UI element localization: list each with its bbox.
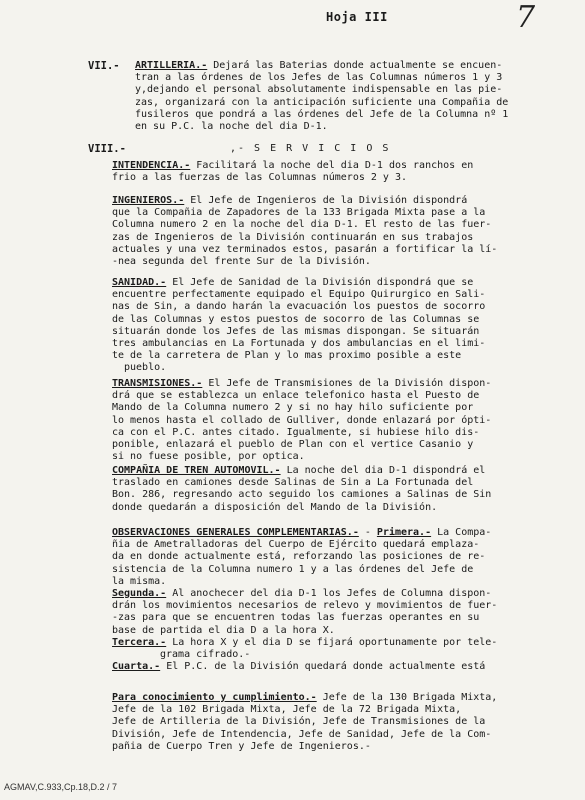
text-line: zas de Ingenieros de la División continuarán en sus trabajos xyxy=(112,231,474,243)
archive-reference: AGMAV,C.933,Cp.18,D.2 / 7 xyxy=(4,782,118,792)
text-line: situarán donde los Jefes de las mismas dispongan. Se situarán xyxy=(112,325,480,337)
text-line: traslado en camiones desde Salinas de Sin a La Fortunada del xyxy=(112,477,474,489)
text-line: lo menos hasta el collado de Gulliver, donde enlazará por ópti- xyxy=(112,414,492,426)
text-line: Jefe de Artilleria de la División, Jefe de Transmisiones de la xyxy=(112,716,486,728)
intendencia-paragraph: INTENDENCIA.- Facilitará la noche del dia D-1 dos ranchos en frio a las fuerzas de las Columnas números 2 y 3. xyxy=(112,160,474,184)
text-line: si no fuese posible, por optica. xyxy=(112,451,305,463)
observaciones-paragraph: OBSERVACIONES GENERALES COMPLEMENTARIAS.- - Primera.- La Compa- ñia de Ametralladoras del Cuerpo de Ejército quedará emplaza- da en donde actualmente está, reforzando las posiciones de re- sistencia de la Columna numero 1 y a las órdenes del Jefe de la misma. Segunda.- Al anochecer del dia D-1 los Jefes de Columna dispon- drán los movimientos necesarios de relevo y movimientos de fuer- -zas para que se encuentren todas las fuerzas operantes en su base de partida el dia D a la hora X. Tercera.- La hora X y el dia D se fijará oportunamente por tele- grama cifrado.- Cuarta.- El P.C. de la División quedará donde actualmente está xyxy=(112,527,498,673)
text-line: División, Jefe de Intendencia, Jefe de Sanidad, Jefe de la Com- xyxy=(112,728,492,740)
tercera-label: Tercera.- xyxy=(112,636,167,648)
transmisiones-paragraph: TRANSMISIONES.- El Jefe de Transmisiones de la División dispon- drá que se establezca un enlace telefonico hasta el Puesto de Mando de la Columna numero 2 y si no hay hilo suficiente por lo menos hasta el collado de Gulliver, donde enlazará por ópti- ca con el P.C. antes citado. Igualmente, si hubiese hilo dis- ponible, enlazará el pueblo de Plan con el vertice Casanio y si no fuese posible, por optica. xyxy=(112,378,492,463)
text-line: te de la carretera de Plan y lo mas proximo posible a este xyxy=(112,350,462,362)
text-line: que la Compañia de Zapadores de la 133 Brigada Mixta pase a la xyxy=(112,207,486,219)
text-line: tres ambulancias en La Fortunada y dos ambulancias en el limi- xyxy=(112,338,486,350)
folio-number: 7 xyxy=(516,0,536,35)
text-line: de las Columnas y estos puestos de socorro de las Columnas se xyxy=(112,313,480,325)
sheet-label: Hoja III xyxy=(326,10,388,24)
text-line: ñia de Ametralladoras del Cuerpo de Ejército quedará emplaza- xyxy=(112,539,480,551)
text-line: donde quedarán a disposición del Mando de la División. xyxy=(112,501,438,513)
text-line: pueblo. xyxy=(124,362,167,374)
segunda-label: Segunda.- xyxy=(112,588,167,600)
text-line: la misma. xyxy=(112,575,167,587)
text-line: Jefe de la 102 Brigada Mixta, Jefe de la 72 Brigada Mixta, xyxy=(112,704,462,716)
text-line: frio a las fuerzas de las Columnas números 2 y 3. xyxy=(112,172,408,184)
text-line: y,dejando el personal absolutamente indispensable en las pie- xyxy=(135,84,503,96)
section-8-title: ,- S E R V I C I O S xyxy=(230,143,391,154)
section-8-number: VIII.- xyxy=(88,143,126,155)
section-7-first-line: ARTILLERIA.- Dejará las Baterias donde actualmente se encuen- xyxy=(135,60,503,71)
section-7-heading: ARTILLERIA.- xyxy=(135,60,208,71)
text-line: Columna numero 2 en la noche del dia D-1. El resto de las fuer- xyxy=(112,219,492,231)
text-line: ponible, enlazará el pueblo de Plan con el vertice Casanio y xyxy=(112,439,474,451)
text-line: drá que se establezca un enlace telefonico hasta el Puesto de xyxy=(112,390,480,402)
ingenieros-paragraph: INGENIEROS.- El Jefe de Ingenieros de la División dispondrá que la Compañia de Zapadores de la 133 Brigada Mixta pase a la Columna numero 2 en la noche del dia D-1. El resto de las fuer- zas de Ingenieros de la División continuarán en sus trabajos actuales y una vez terminados estos, pasarán a fortificar la lí- -nea segunda del frente Sur de la División. xyxy=(112,195,498,268)
text-line: zas, organizará con la anticipación suficiente una Compañia de xyxy=(135,96,509,108)
section-7-artilleria xyxy=(135,60,508,133)
text-line: tran a las órdenes de los Jefes de las Columnas números 1 y 3 xyxy=(135,72,503,84)
text-line: fusileros que pondrá a las órdenes del Jefe de la Columna nº 1 xyxy=(135,108,509,120)
distribucion-heading: Para conocimiento y cumplimiento.- xyxy=(112,692,317,703)
text-line: nas de Sin, a dando harán la evacuación los puestos de socorro xyxy=(112,301,486,313)
ingenieros-heading: INGENIEROS.- xyxy=(112,195,185,206)
text-line: Bon. 286, regresando acto seguido los camiones a Salinas de Sin xyxy=(112,489,492,501)
distribucion-paragraph: Para conocimiento y cumplimiento.- Jefe de la 130 Brigada Mixta, Jefe de la 102 Brigada Mixta, Jefe de la 72 Brigada Mixta, Jefe de Artilleria de la División, Jefe de Transmisiones de la División, Jefe de Intendencia, Jefe de Sanidad, Jefe de la Com- pañia de Cuerpo Tren y Jefe de Ingenieros.- xyxy=(112,692,498,752)
text-line: drán los movimientos necesarios de relevo y movimientos de fuer- xyxy=(112,600,498,612)
tren-automovil-heading: COMPAÑIA DE TREN AUTOMOVIL.- xyxy=(112,465,281,476)
section-8-title-block xyxy=(230,143,390,155)
text-line: -zas para que se encuentren todas las fuerzas operantes en su xyxy=(112,612,480,624)
observaciones-heading: OBSERVACIONES GENERALES COMPLEMENTARIAS.- xyxy=(112,527,359,538)
text-line: da en donde actualmente está, reforzando las posiciones de re- xyxy=(112,551,486,563)
text-line: pañia de Cuerpo Tren y Jefe de Ingenieros.- xyxy=(112,740,371,752)
text-line: ca con el P.C. antes citado. Igualmente, si hubiese hilo dis- xyxy=(112,426,480,438)
text-line: sistencia de la Columna numero 1 y a las órdenes del Jefe de xyxy=(112,563,474,575)
transmisiones-heading: TRANSMISIONES.- xyxy=(112,378,203,389)
sanidad-heading: SANIDAD.- xyxy=(112,277,167,288)
tren-automovil-paragraph: COMPAÑIA DE TREN AUTOMOVIL.- La noche del dia D-1 dispondrá el traslado en camiones desde Salinas de Sin a La Fortunada del Bon. 286, regresando acto seguido los camiones a Salinas de Sin donde quedarán a disposición del Mando de la División. xyxy=(112,465,492,513)
cuarta-label: Cuarta.- xyxy=(112,661,161,673)
text-line: base de partida el dia D a la hora X. xyxy=(112,624,335,636)
text-line: encuentre perfectamente equipado el Equipo Quirurgico en Sali- xyxy=(112,289,486,301)
sanidad-paragraph: SANIDAD.- El Jefe de Sanidad de la División dispondrá que se encuentre perfectamente equipado el Equipo Quirurgico en Sali- nas de Sin, a dando harán la evacuación los puestos de socorro de las Columnas y estos puestos de socorro de las Columnas se situarán donde los Jefes de las mismas dispongan. Se situarán tres ambulancias en La Fortunada y dos ambulancias en el limi- te de la carretera de Plan y lo mas proximo posible a este pueblo. xyxy=(112,277,486,374)
text-line: grama cifrado.- xyxy=(160,649,251,661)
primera-label: Primera.- xyxy=(376,527,432,538)
text-line: Mando de la Columna numero 2 y si no hay hilo suficiente por xyxy=(112,402,474,414)
text-line: -nea segunda del frente Sur de la División. xyxy=(112,256,371,268)
text-line: en su P.C. la noche del dia D-1. xyxy=(135,121,328,133)
intendencia-heading: INTENDENCIA.- xyxy=(112,160,191,171)
section-7-number: VII.- xyxy=(88,60,120,72)
text-line: actuales y una vez terminados estos, pasarán a fortificar la lí- xyxy=(112,243,498,255)
